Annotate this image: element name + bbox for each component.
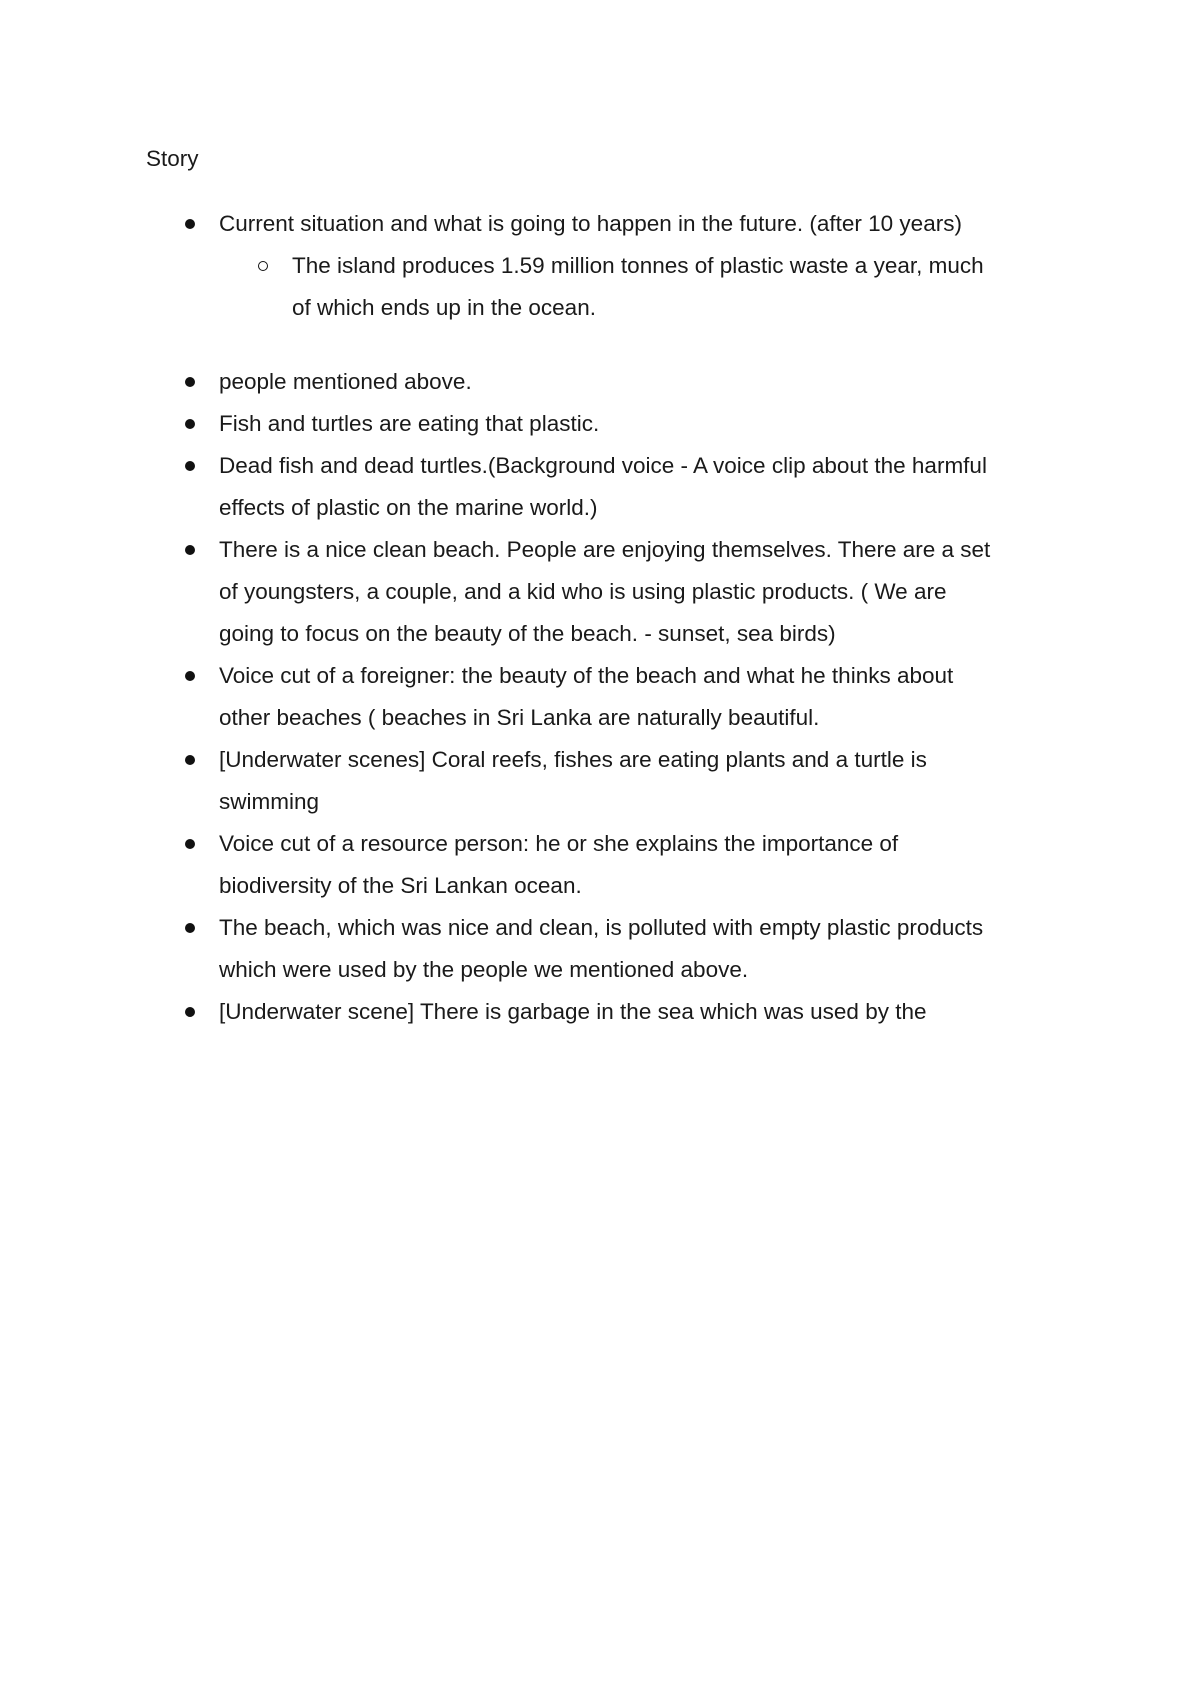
bullet-icon [185,377,195,387]
list-item-line: The beach, which was nice and clean, is polluted with empty plastic products [219,915,984,940]
bullet-icon [185,839,195,849]
list-item-line: which were used by the people we mentioned above. [219,957,749,982]
bullet-icon [185,545,195,555]
list-item-line: Current situation and what is going to happen in the future. (after 10 years) [219,211,962,236]
hollow-bullet-icon [258,261,268,271]
list-item-line: There is a nice clean beach. People are enjoying themselves. There are a set [219,537,991,562]
list-item-line: biodiversity of the Sri Lankan ocean. [219,873,582,898]
list-item-line: Fish and turtles are eating that plastic. [219,411,600,436]
list-item-text [219,445,1069,529]
list-item-line: people mentioned above. [219,369,472,394]
list-item-line: other beaches ( beaches in Sri Lanka are naturally beautiful. [219,705,820,730]
sub-list-item-line: of which ends up in the ocean. [292,295,596,320]
bullet-icon [185,219,195,229]
list-item-text [219,655,1069,739]
list-item-line: [Underwater scenes] Coral reefs, fishes are eating plants and a turtle is [219,747,927,772]
list-item-line: swimming [219,789,320,814]
document-title: Story [146,146,199,171]
list-item-text [219,529,1069,655]
bullet-icon [185,419,195,429]
bullet-icon [185,1007,195,1017]
bullet-icon [185,923,195,933]
bullet-icon [185,755,195,765]
list-item-text [219,907,1069,991]
list-item-text [219,823,1069,907]
list-item-text [219,403,1069,445]
list-item-line: effects of plastic on the marine world.) [219,495,598,520]
list-item-text [219,739,1069,823]
list-item-line: Voice cut of a foreigner: the beauty of the beach and what he thinks about [219,663,954,688]
list-item-line: Voice cut of a resource person: he or she explains the importance of [219,831,899,856]
list-item-line: of youngsters, a couple, and a kid who is using plastic products. ( We are [219,579,947,604]
list-item-line: going to focus on the beauty of the beach. - sunset, sea birds) [219,621,836,646]
sub-list-item-line: The island produces 1.59 million tonnes of plastic waste a year, much [292,253,984,278]
list-item-line: Dead fish and dead turtles.(Background voice - A voice clip about the harmful [219,453,987,478]
bullet-icon [185,671,195,681]
list-item-line: [Underwater scene] There is garbage in the sea which was used by the [219,999,927,1024]
bullet-icon [185,461,195,471]
list-item-text [219,203,1069,245]
sub-list-item-text [292,245,1072,329]
list-item-text [219,991,1069,1033]
list-item-text [219,361,1069,403]
